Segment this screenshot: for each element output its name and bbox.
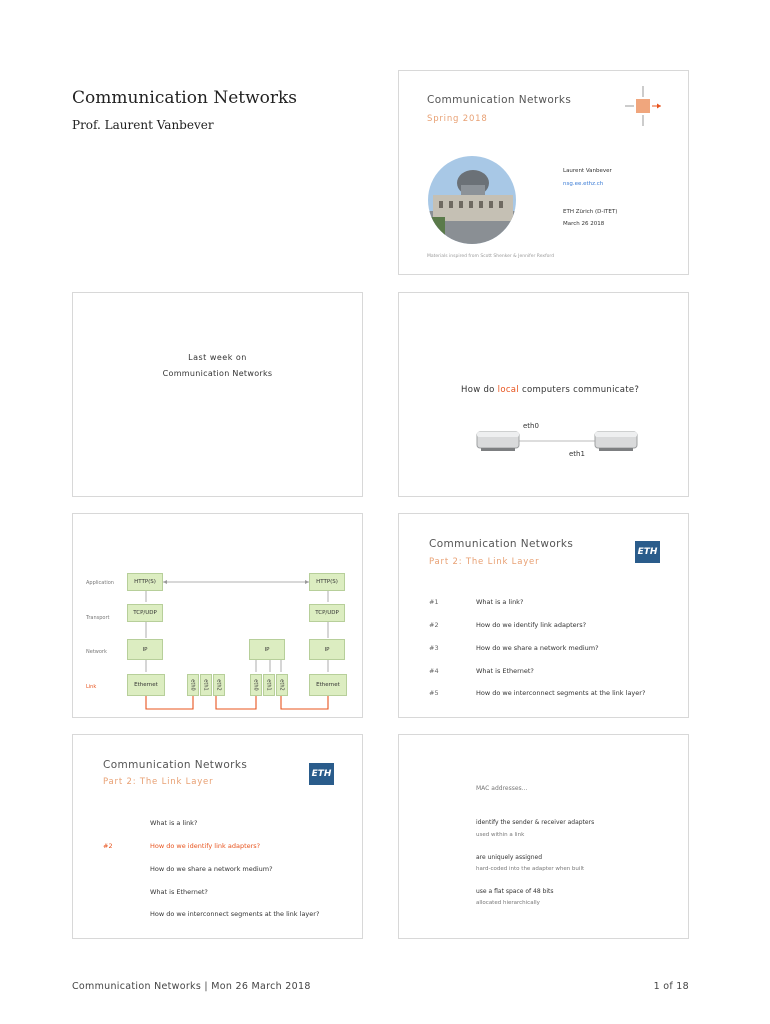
slide-title-heading: Communication Networks xyxy=(427,94,572,106)
active-number: #2 xyxy=(103,842,113,850)
presenter-email-link[interactable]: nsg.ee.ethz.ch xyxy=(563,181,604,187)
logo-icon xyxy=(623,85,663,127)
iface-eth0-label: eth0 xyxy=(523,422,539,430)
outline-item: How do we interconnect segments at the link layer? xyxy=(150,910,320,918)
router-ip-box: IP xyxy=(249,639,285,660)
presentation-date: March 26 2018 xyxy=(563,221,605,227)
layer-network-label: Network xyxy=(86,649,107,655)
slide-part2-outline xyxy=(398,513,689,718)
slide-local-computers xyxy=(398,292,689,497)
outline-item: How do we identify link adapters? xyxy=(476,621,587,629)
right-tcp-box: TCP/UDP xyxy=(309,604,345,622)
mac-subpoint: used within a link xyxy=(476,832,525,838)
outline-number: #1 xyxy=(429,598,439,606)
outline-item: What is a link? xyxy=(150,819,198,827)
section-subtitle: Part 2: The Link Layer xyxy=(103,777,214,787)
outline-item: How do we share a network medium? xyxy=(476,644,599,652)
computer-a-icon xyxy=(477,432,519,451)
slide-title xyxy=(398,70,689,275)
outline-item: How do we share a network medium? xyxy=(150,865,273,873)
footer-course-date: Communication Networks | Mon 26 March 2018 xyxy=(72,981,311,992)
outline-number: #4 xyxy=(429,667,439,675)
outline-number: #5 xyxy=(429,689,439,697)
outline-title: Communication Networks xyxy=(429,538,574,550)
mac-point: use a flat space of 48 bits xyxy=(476,888,554,895)
switch-port-box: eth2 xyxy=(213,674,225,696)
mac-subpoint: allocated hierarchically xyxy=(476,900,540,906)
last-week-course: Communication Networks xyxy=(162,369,273,378)
layer-transport-label: Transport xyxy=(86,615,110,621)
question-highlight: local xyxy=(497,385,519,395)
right-ip-box: IP xyxy=(309,639,345,660)
local-question xyxy=(461,385,639,395)
section-title: Communication Networks xyxy=(103,759,248,771)
left-tcp-box: TCP/UDP xyxy=(127,604,163,622)
last-week-line: Last week on xyxy=(188,353,247,362)
mac-point: are uniquely assigned xyxy=(476,854,543,861)
router-port-box: eth1 xyxy=(263,674,275,696)
layer-application-label: Application xyxy=(86,580,114,586)
right-http-box: HTTP(S) xyxy=(309,573,345,591)
slide-protocol-stack xyxy=(72,513,363,718)
left-ethernet-box: Ethernet xyxy=(127,674,165,696)
slide-last-week xyxy=(72,292,363,497)
eth-logo: ETH xyxy=(635,541,660,563)
router-port-box: eth2 xyxy=(276,674,288,696)
document-author: Prof. Laurent Vanbever xyxy=(72,118,214,132)
outline-item: What is a link? xyxy=(476,598,524,606)
outline-number: #2 xyxy=(429,621,439,629)
outline-item-active: How do we identify link adapters? xyxy=(150,842,261,850)
slide-part2-active xyxy=(72,734,363,939)
right-ethernet-box: Ethernet xyxy=(309,674,347,696)
outline-item: How do we interconnect segments at the link layer? xyxy=(476,689,646,697)
footer-page-number: 1 of 18 xyxy=(653,981,689,992)
left-http-box: HTTP(S) xyxy=(127,573,163,591)
outline-subtitle: Part 2: The Link Layer xyxy=(429,557,540,567)
outline-number: #3 xyxy=(429,644,439,652)
question-suffix: computers communicate? xyxy=(518,385,640,395)
mac-subpoint: hard-coded into the adapter when built xyxy=(476,866,585,872)
router-port-box: eth0 xyxy=(250,674,262,696)
switch-port-box: eth1 xyxy=(200,674,212,696)
building-photo xyxy=(427,155,517,245)
outline-item: What is Ethernet? xyxy=(150,888,208,896)
outline-item: What is Ethernet? xyxy=(476,667,534,675)
left-ip-box: IP xyxy=(127,639,163,660)
presenter-affiliation: ETH Zürich (D-ITET) xyxy=(563,209,618,215)
layer-link-label: Link xyxy=(86,684,97,690)
presenter-name: Laurent Vanbever xyxy=(563,168,612,174)
question-prefix: How do xyxy=(461,385,498,395)
eth-logo: ETH xyxy=(309,763,334,785)
mac-heading: MAC addresses… xyxy=(476,785,528,792)
credits-note: Materials inspired from Scott Shenker & Jennifer Rexford xyxy=(427,254,555,259)
iface-eth1-label: eth1 xyxy=(569,450,585,458)
switch-port-box: eth0 xyxy=(187,674,199,696)
slide-title-subtitle: Spring 2018 xyxy=(427,114,488,124)
document-title: Communication Networks xyxy=(72,88,298,108)
slide-mac-addresses xyxy=(398,734,689,939)
computer-b-icon xyxy=(595,432,637,451)
mac-point: identify the sender & receiver adapters xyxy=(476,819,595,826)
